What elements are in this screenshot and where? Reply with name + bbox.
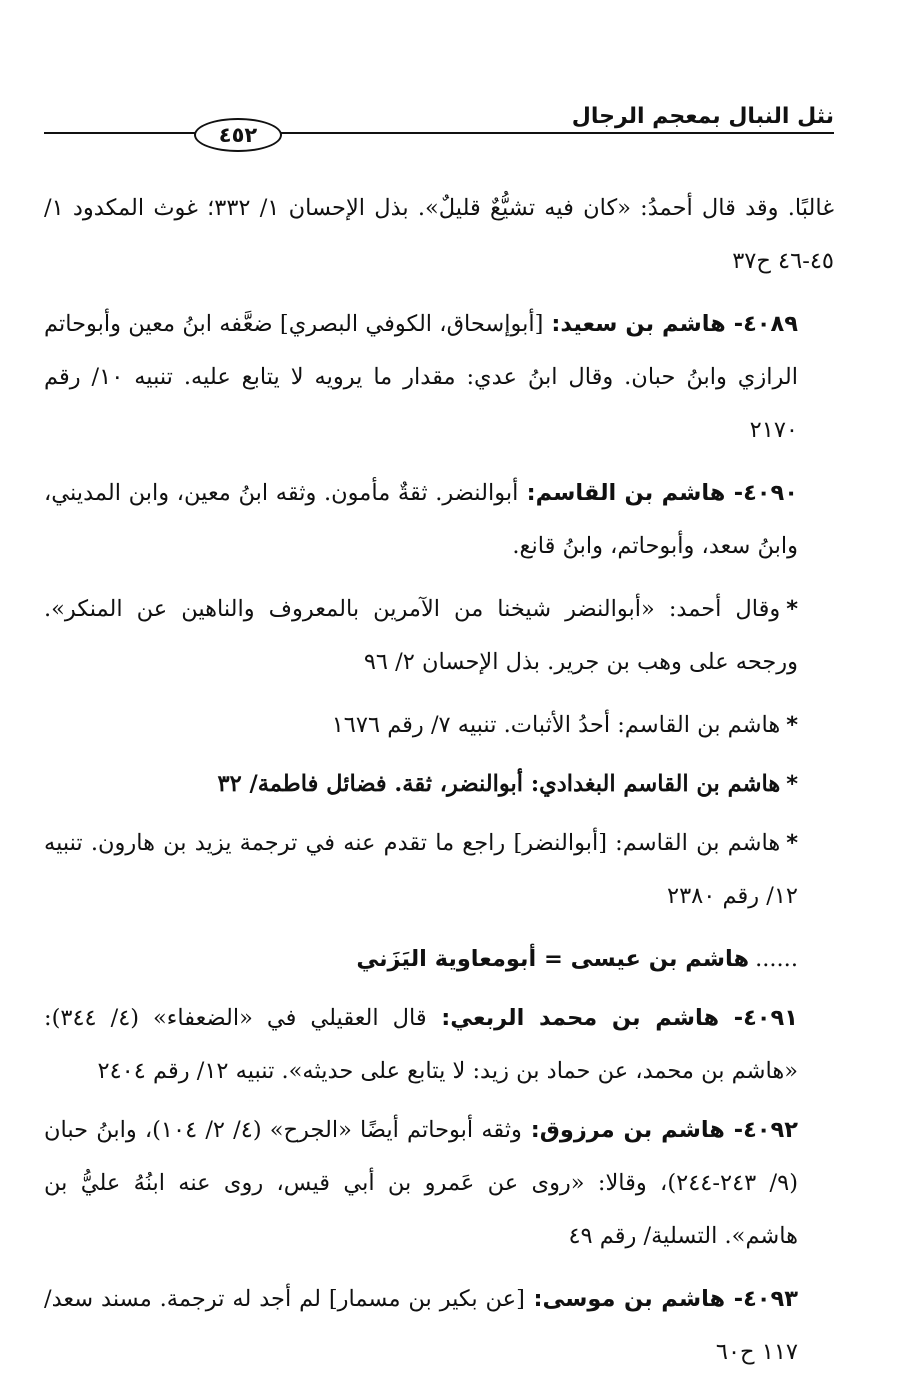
- entry-text: وثقه أبوحاتم أيضًا «الجرح» (٤/ ٢/ ١٠٤)، وابنُ حبان (٩/ ٢٤٣-٢٤٤)، وقالا: «روى عن عَمرو بن أبي قيس، روى عنه ابنُهُ عليُّ بن هاشم». التسلية/ رقم ٤٩: [44, 1117, 799, 1249]
- note-text: هاشم بن القاسم: أحدُ الأثبات. تنبيه ٧/ رقم ١٦٧٦: [331, 712, 781, 738]
- page-header: [44, 96, 834, 154]
- entry-4091: [44, 992, 834, 1098]
- entry-number: ٤٠٩١-: [719, 1005, 798, 1031]
- note-baghdadi: [44, 758, 834, 811]
- entry-4089: [44, 298, 834, 457]
- leader-dots: ......: [755, 946, 798, 972]
- note-text: هاشم بن القاسم: [أبوالنضر] راجع ما تقدم عنه في ترجمة يزيد بن هارون. تنبيه ١٢/ رقم ٢٣٨٠: [44, 830, 798, 909]
- entry-name: هاشم بن مرزوق:: [521, 1117, 725, 1143]
- asterisk-marker: *: [786, 771, 798, 797]
- header-rule: [44, 132, 834, 134]
- asterisk-marker: *: [786, 830, 798, 856]
- page-number-badge: ٤٥٢: [194, 118, 282, 152]
- cross-reference-text: هاشم بن عيسى = أبومعاوية اليَزَني: [356, 946, 750, 972]
- book-page: [44, 96, 834, 1389]
- entry-number: ٤٠٩٣-: [725, 1286, 799, 1312]
- note-text: هاشم بن القاسم البغدادي: أبوالنضر، ثقة. فضائل فاطمة/ ٣٢: [217, 771, 781, 797]
- entry-number: ٤٠٩٢-: [724, 1117, 798, 1143]
- entry-continuation: [44, 182, 834, 288]
- entry-4092: [44, 1104, 834, 1263]
- entry-name: هاشم بن سعيد:: [543, 311, 726, 337]
- entry-number: ٤٠٩٠-: [725, 480, 798, 506]
- entry-text: غالبًا. وقد قال أحمدُ: «كان فيه تشيُّعٌ قليلٌ». بذل الإحسان ١/ ٣٣٢؛ غوث المكدود ١/ ٤٥-٤٦ ح٣٧: [44, 195, 834, 274]
- entry-name: هاشم بن القاسم:: [518, 480, 726, 506]
- asterisk-marker: *: [786, 712, 798, 738]
- page-body: [44, 182, 834, 1379]
- cross-reference: [44, 933, 834, 986]
- entry-text: قال العقيلي في «الضعفاء» (٤/ ٣٤٤): «هاشم بن محمد، عن حماد بن زيد: لا يتابع على حديثه». تنبيه ١٢/ رقم ٢٤٠٤: [44, 1005, 798, 1084]
- note-yazid: [44, 817, 834, 923]
- entry-name: هاشم بن موسى:: [524, 1286, 726, 1312]
- note-text: وقال أحمد: «أبوالنضر شيخنا من الآمرين بالمعروف والناهين عن المنكر». ورجحه على وهب بن جرير. بذل الإحسان ٢/ ٩٦: [44, 596, 798, 675]
- running-title: نثل النبال بمعجم الرجال: [571, 104, 834, 129]
- entry-name: هاشم بن محمد الربعي:: [426, 1005, 720, 1031]
- note-athbat: [44, 699, 834, 752]
- note-ahmad: [44, 583, 834, 689]
- entry-text: [عن بكير بن مسمار] لم أجد له ترجمة. مسند سعد/ ١١٧ ح٦٠: [44, 1286, 798, 1365]
- entry-text: [أبوإسحاق، الكوفي البصري] ضعَّفه ابنُ معين وأبوحاتم الرازي وابنُ حبان. وقال ابنُ عدي: مقدار ما يرويه لا يتابع عليه. تنبيه ١٠/ رقم ٢١٧٠: [44, 311, 799, 443]
- entry-4093: [44, 1273, 834, 1379]
- entry-text: أبوالنضر. ثقةٌ مأمون. وثقه ابنُ معين، وابن المديني، وابنُ سعد، وأبوحاتم، وابنُ قانع.: [44, 480, 798, 559]
- asterisk-marker: *: [786, 596, 798, 622]
- entry-4090: [44, 467, 834, 573]
- entry-number: ٤٠٨٩-: [725, 311, 799, 337]
